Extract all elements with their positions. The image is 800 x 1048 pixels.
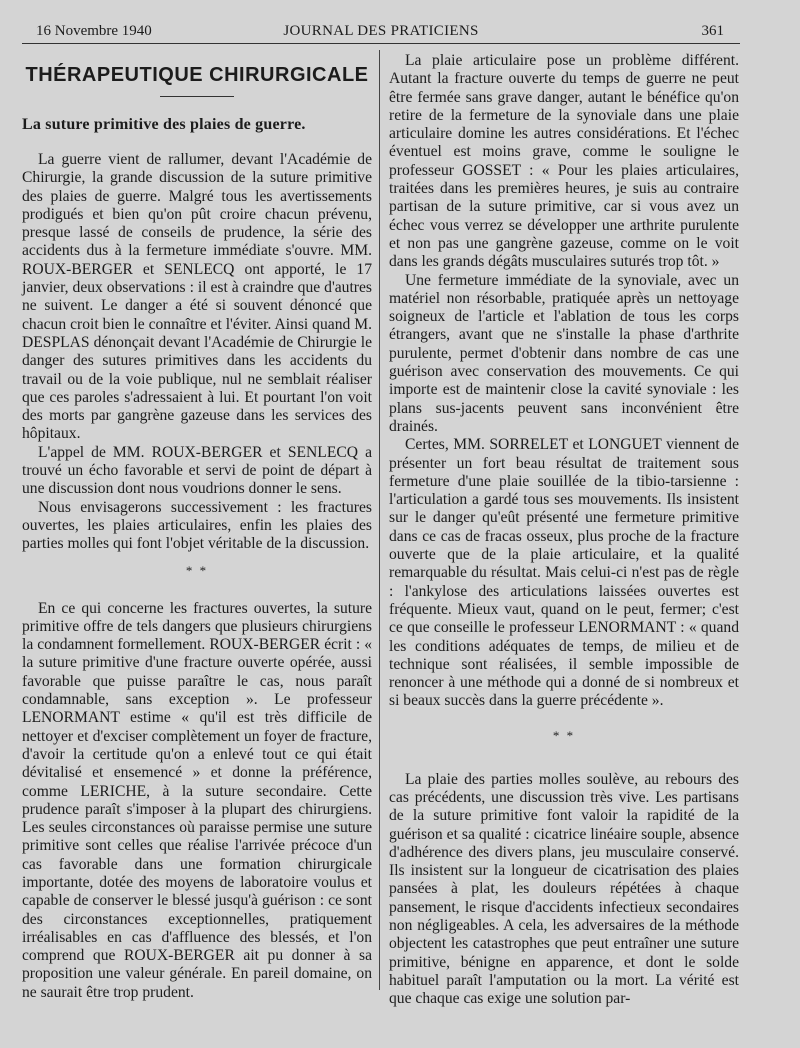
left-paragraphs-2 [22, 600, 372, 1003]
running-header [22, 21, 740, 44]
issue-date: 16 Novembre 1940 [36, 23, 152, 39]
right-paragraphs-1 [389, 52, 739, 711]
title-underline [160, 96, 234, 97]
section-title: THÉRAPEUTIQUE CHIRURGICALE [25, 64, 369, 86]
paragraph: La plaie des parties molles soulève, au rebours des cas précédents, une discussion très vive. Les partisans de la suture primitive font valoir la rapidité de la guérison et sa qualité : cicatrice linéaire souple, absence d'adhérence des divers plans, jeu musculaire conservé. Ils insistent sur la longueur de cicatrisation des plaies pansées à plat, les douleurs répétées à chaque pansement, le risque d'accidents infectieux secondaires non négligeables. A cela, les adversaires de la méthode objectent les catastrophes que peut entraîner une suture primitive, bénigne en apparence, et dont le solde habituel paraît l'amputation ou la mort. La vérité est que chaque cas exige une solution par- [389, 770, 739, 1008]
left-paragraphs-1 [22, 151, 372, 554]
section-separator: * * [185, 562, 209, 578]
article-subtitle: La suture primitive des plaies de guerre. [22, 116, 306, 133]
journal-title: JOURNAL DES PRATICIENS [283, 23, 479, 39]
column-divider [379, 50, 380, 990]
paragraph: La guerre vient de rallumer, devant l'Académie de Chirurgie, la grande discussion de la suture primitive des plaies de guerre. Malgré tous les avertissements prodigués et bien qu'on pût croire chacun prévenu, presque lassé de conseils de prudence, la série des accidents dus à la fermeture immédiate s'ouvre. MM. ROUX-BERGER et SENLECQ ont apporté, le 17 janvier, deux observations : il est à craindre que d'autres ne suivent. Le danger a été si souvent dénoncé que chacun croit bien le connaître et l'éviter. Ainsi quand M. DESPLAS dénonçait devant l'Académie de Chirurgie le danger des sutures primitives dans les accidents du travail ou de la voie publique, nul ne semblait réaliser que ces paroles s'adressaient à lui. Et pourtant l'on voit des morts par gangrène gazeuse dans les services des hôpitaux. [22, 151, 372, 443]
paragraph: Certes, MM. SORRELET et LONGUET viennent de présenter un fort beau résultat de traitement sous fermeture d'une plaie souillée de la tibio-tarsienne : l'articulation a gardé tous ses mouvements. Ils insistent sur le danger qu'eût présenté une fermeture primitive dans ce cas de fracas osseux, plus proche de la fracture ouverte que de la plaie articulaire, et la qualité remarquable du résultat. Mais celui-ci n'est pas de règle : l'ankylose des articulations laissées ouvertes est fréquente. Mieux vaut, quand on le peut, fermer; c'est ce que conseille le professeur LENORMANT : « quand les conditions adéquates de temps, de milieu et de technique sont réalisées, il semble impossible de renoncer à une méthode qui a donné de si nombreux et si beaux succès dans la guerre précédente ». [389, 436, 739, 710]
paragraph: L'appel de MM. ROUX-BERGER et SENLECQ a trouvé un écho favorable et servi de point de départ à une discussion dont nous voudrions donner le sens. [22, 443, 372, 498]
right-paragraphs-2 [389, 771, 739, 1009]
paragraph: Nous envisagerons successivement : les fractures ouvertes, les plaies articulaires, enfin les plaies des parties molles qui font l'objet véritable de la discussion. [22, 498, 372, 553]
paragraph: La plaie articulaire pose un problème différent. Autant la fracture ouverte du temps de guerre ne peut être fermée sans grave danger, autant le bénéfice qu'on retire de la fermeture de la synoviale dans une plaie articulaire domine les autres considérations. Et l'échec éventuel est moins grave, comme le souligne le professeur GOSSET : « Pour les plaies articulaires, traitées dans les premières heures, je suis au contraire partisan de la suture primitive, car si vous avez un échec vous verrez se développer une arthrite purulente et non pas une gangrène gazeuse, comme on le voit dans les grands dégâts musculaires suturés trop tôt. » [389, 52, 739, 271]
right-column [389, 52, 739, 1009]
section-separator: * * [552, 727, 576, 743]
paragraph: Une fermeture immédiate de la synoviale, avec un matériel non résorbable, pratiquée après un nettoyage soigneux de l'article et l'ablation de tous les corps étrangers, avant que ne s'installe la phase d'arthrite purulente, permet d'obtenir dans nombre de cas une guérison avec conservation des mouvements. Ce qui importe est de maintenir close la cavité synoviale : les plans sus-jacents peuvent sans inconvénient être drainés. [389, 271, 739, 435]
page-number: 361 [701, 23, 724, 39]
left-column [22, 52, 372, 1002]
paragraph: En ce qui concerne les fractures ouvertes, la suture primitive offre de tels dangers que plusieurs chirurgiens la condamnent formellement. ROUX-BERGER écrit : « la suture primitive d'une fracture ouverte opérée, aussi favorable que puisse paraître le cas, nous paraît condamnable, sans exception ». Le professeur LENORMANT estime « qu'il est très difficile de nettoyer et d'exciser complètement un foyer de fracture, d'avoir la certitude qu'on a enlevé tout ce qui était dévitalisé et ensemencé » et donne la préférence, comme LERICHE, à la suture secondaire. Cette prudence paraît s'imposer à la plupart des chirurgiens. Les seules circonstances où paraisse permise une suture primitive sont celles que réalise l'arrivée précoce d'un cas favorable dans une formation chirurgicale importante, dotée des moyens de laboratoire voulus et capable de conserver le blessé jusqu'à guérison : ce sont des circonstances exceptionnelles, pratiquement irréalisables en cas d'affluence des blessés, et l'on comprend que ROUX-BERGER ait pu donner à sa proposition une valeur générale. En pareil domaine, on ne saurait être trop prudent. [22, 599, 372, 1001]
